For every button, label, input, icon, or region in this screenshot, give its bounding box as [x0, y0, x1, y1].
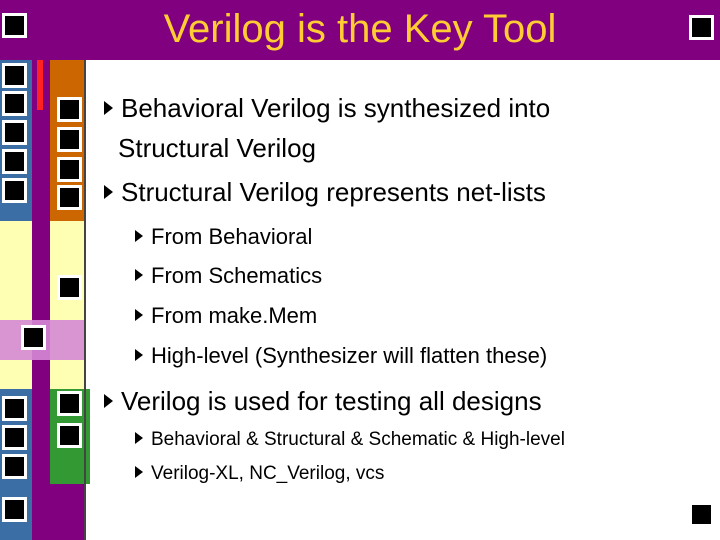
square-col2-6 [60, 394, 79, 413]
square-col2-7 [60, 426, 79, 445]
corner-square-bottom-right [692, 505, 711, 524]
square-col2-2 [60, 130, 79, 149]
triangle-right-icon [104, 185, 113, 199]
sub-bullet-item: High-level (Synthesizer will flatten these) [135, 342, 547, 370]
sub-bullet-item: From Behavioral [135, 223, 312, 251]
square-col2-5 [60, 278, 79, 297]
sub-bullet-item: From Schematics [135, 262, 322, 290]
triangle-right-icon [135, 269, 143, 281]
square-col1-6 [5, 399, 24, 418]
sub-bullet-item: Behavioral & Structural & Schematic & High-level [135, 428, 565, 452]
sub-bullet-item: Verilog-XL, NC_Verilog, vcs [135, 462, 384, 486]
slide-title: Verilog is the Key Tool [163, 7, 557, 51]
square-col1-4 [5, 152, 24, 171]
corner-square-top-left [5, 16, 24, 35]
triangle-right-icon [135, 466, 143, 478]
triangle-right-icon [104, 101, 113, 115]
square-pink-mid [24, 328, 43, 347]
left-band-purple-2 [50, 484, 84, 540]
square-col2-3 [60, 160, 79, 179]
left-band-yellow [0, 221, 32, 389]
bullet-item: Structural Verilog represents net-lists [104, 176, 546, 208]
left-band-purple-1 [32, 56, 50, 540]
left-band-yellow-2 [50, 221, 84, 389]
square-col1-3 [5, 123, 24, 142]
square-col2-4 [60, 188, 79, 207]
left-divider [84, 56, 86, 540]
bullet-item: Verilog is used for testing all designs [104, 385, 542, 417]
bullet-item-continuation: Structural Verilog [118, 133, 316, 163]
triangle-right-icon [104, 394, 113, 408]
square-col1-5 [5, 181, 24, 200]
triangle-right-icon [135, 230, 143, 242]
square-col1-2 [5, 94, 24, 113]
triangle-right-icon [135, 432, 143, 444]
square-col1-9 [5, 500, 24, 519]
square-col1-1 [5, 66, 24, 85]
triangle-right-icon [135, 309, 143, 321]
square-col1-7 [5, 428, 24, 447]
corner-square-top-right [692, 18, 711, 37]
bullet-item: Behavioral Verilog is synthesized into [104, 92, 550, 124]
sub-bullet-item: From make.Mem [135, 302, 317, 330]
triangle-right-icon [135, 349, 143, 361]
square-col2-1 [60, 100, 79, 119]
square-col1-8 [5, 457, 24, 476]
